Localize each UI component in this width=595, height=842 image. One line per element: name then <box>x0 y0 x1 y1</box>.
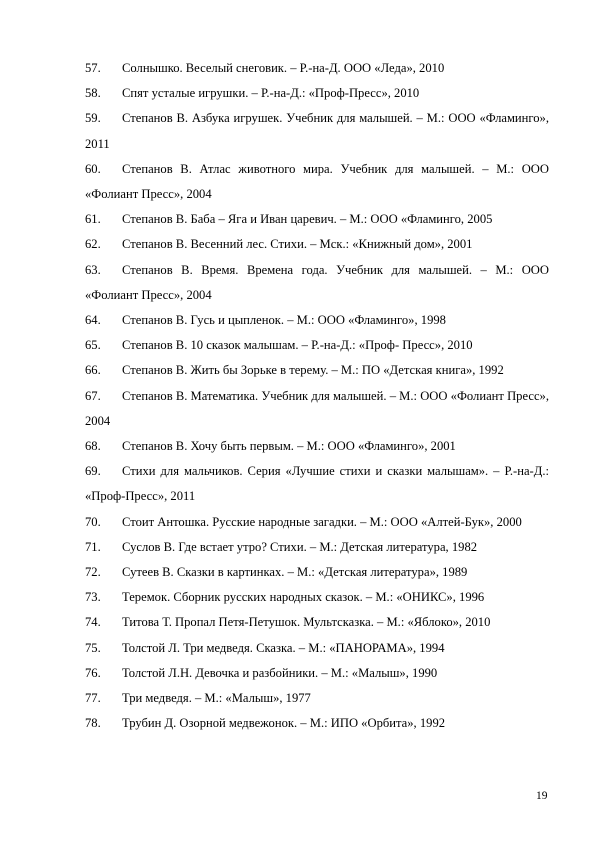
list-item <box>85 157 549 207</box>
entry-text: Степанов В. Азбука игрушек. Учебник для малышей. – М.: ООО «Фламинго», 2011 <box>85 111 549 151</box>
entry-number: 77. <box>85 691 101 706</box>
list-item <box>85 686 549 711</box>
entry-number: 66. <box>85 363 101 378</box>
list-item <box>85 207 549 232</box>
list-item <box>85 560 549 585</box>
list-item <box>85 232 549 257</box>
list-item <box>85 661 549 686</box>
list-item <box>85 636 549 661</box>
entry-text: Степанов В. Время. Времена года. Учебник для малышей. – М.: ООО «Фолиант Пресс», 2004 <box>85 262 549 302</box>
list-item <box>85 711 549 736</box>
entry-number: 74. <box>85 615 101 630</box>
list-item <box>85 459 549 509</box>
list-item <box>85 610 549 635</box>
entry-number: 65. <box>85 338 101 353</box>
entry-text: Три медведя. – М.: «Малыш», 1977 <box>122 691 311 706</box>
entry-text: Титова Т. Пропал Петя-Петушок. Мультсказка. – М.: «Яблоко», 2010 <box>122 615 491 630</box>
entry-number: 76. <box>85 665 101 680</box>
entry-number: 60. <box>85 161 101 176</box>
entry-text: Степанов В. Хочу быть первым. – М.: ООО «Фламинго», 2001 <box>122 439 456 454</box>
list-item <box>85 308 549 333</box>
entry-number: 64. <box>85 313 101 328</box>
list-item <box>85 258 549 308</box>
list-item <box>85 81 549 106</box>
list-item <box>85 333 549 358</box>
entry-number: 73. <box>85 590 101 605</box>
entry-text: Толстой Л. Три медведя. Сказка. – М.: «ПАНОРАМА», 1994 <box>122 640 445 655</box>
entry-number: 72. <box>85 565 101 580</box>
list-item <box>85 510 549 535</box>
entry-number: 62. <box>85 237 101 252</box>
entry-number: 68. <box>85 439 101 454</box>
page-number: 19 <box>536 790 548 802</box>
list-item <box>85 358 549 383</box>
entry-number: 57. <box>85 61 101 75</box>
list-item <box>85 384 549 434</box>
entry-text: Трубин Д. Озорной медвежонок. – М.: ИПО «Орбита», 1992 <box>122 716 446 731</box>
entry-text: Стихи для мальчиков. Серия «Лучшие стихи и сказки малышам». – Р.-на-Д.: «Проф-Пресс», 2011 <box>85 464 549 504</box>
bibliography-list <box>85 56 549 736</box>
list-item <box>85 106 549 156</box>
entry-number: 58. <box>85 86 101 101</box>
entry-number: 69. <box>85 464 101 479</box>
entry-number: 71. <box>85 539 101 554</box>
entry-number: 75. <box>85 640 101 655</box>
entry-number: 78. <box>85 716 101 731</box>
entry-text: Суслов В. Где встает утро? Стихи. – М.: Детская литература, 1982 <box>122 539 478 554</box>
entry-text: Степанов В. 10 сказок малышам. – Р.-на-Д.: «Проф- Пресс», 2010 <box>122 338 473 353</box>
entry-number: 59. <box>85 111 101 126</box>
entry-text: Степанов В. Атлас животного мира. Учебник для малышей. – М.: ООО «Фолиант Пресс», 2004 <box>85 161 549 202</box>
entry-number: 67. <box>85 388 101 403</box>
entry-text: Сутеев В. Сказки в картинках. – М.: «Детская литература», 1989 <box>122 565 468 580</box>
list-item <box>85 585 549 610</box>
entry-number: 61. <box>85 212 101 227</box>
entry-text: Степанов В. Жить бы Зорьке в терему. – М.: ПО «Детская книга», 1992 <box>122 363 504 378</box>
entry-text: Степанов В. Баба – Яга и Иван царевич. – М.: ООО «Фламинго, 2005 <box>122 212 493 227</box>
entry-text: Солнышко. Веселый снеговик. – Р.-на-Д. ООО «Леда», 2010 <box>122 61 445 75</box>
entry-text: Степанов В. Гусь и цыпленок. – М.: ООО «Фламинго», 1998 <box>122 313 446 328</box>
list-item <box>85 434 549 459</box>
entry-text: Спят усталые игрушки. – Р.-на-Д.: «Проф-Пресс», 2010 <box>122 86 420 101</box>
entry-text: Стоит Антошка. Русские народные загадки. – М.: ООО «Алтей-Бук», 2000 <box>122 514 522 529</box>
entry-number: 63. <box>85 262 101 277</box>
entry-number: 70. <box>85 514 101 529</box>
list-item <box>85 56 549 81</box>
entry-text: Толстой Л.Н. Девочка и разбойники. – М.: «Малыш», 1990 <box>122 665 438 680</box>
entry-text: Степанов В. Весенний лес. Стихи. – Мск.: «Книжный дом», 2001 <box>122 237 473 252</box>
entry-text: Степанов В. Математика. Учебник для малышей. – М.: ООО «Фолиант Пресс», 2004 <box>85 388 549 428</box>
list-item <box>85 535 549 560</box>
entry-text: Теремок. Сборник русских народных сказок. – М.: «ОНИКС», 1996 <box>122 590 485 605</box>
